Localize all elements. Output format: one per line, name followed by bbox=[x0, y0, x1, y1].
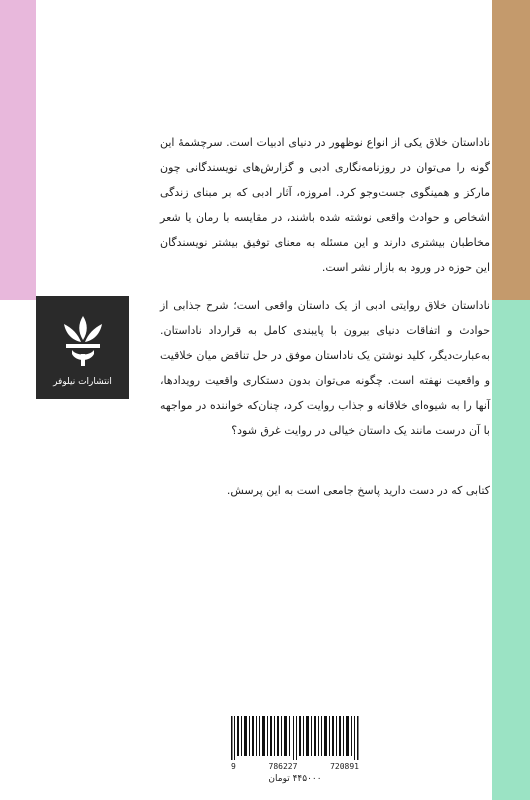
lotus-flower-icon bbox=[54, 310, 112, 368]
barcode-prefix: 9 bbox=[231, 762, 236, 771]
blurb-paragraph-2 bbox=[160, 293, 490, 443]
blurb-paragraph-3 bbox=[160, 478, 490, 503]
paragraph-text: ناداستان خلاق یکی از انواع نوظهور در دنیای ادبیات است. سرچشمهٔ این گونه را می‌توان در روزنامه‌نگاری ادبی و گزارش‌های نویسندگانی چون مارکز و همینگوی جست‌وجو کرد. امروزه، آثار ادبی که بر مبنای زندگی اشخاص و حوادث واقعی نوشته شده باشند، در مقایسه با رمان یا شعر مخاطبان بیشتری دارند و این مسئله به معنای توفیق بیشتر نویسندگان این حوزه در ورود به بازار نشر است. bbox=[160, 136, 490, 274]
paragraph-text: ناداستان خلاق روایتی ادبی از یک داستان واقعی است؛ شرح جذابی از حوادث و اتفاقات دنیای بیرون با پایبندی کامل به قرارداد ناداستان. به‌عبارت‌دیگر، کلید نوشتن یک ناداستان موفق در حل تناقض میان خلاقیت و واقعیت نهفته است. چگونه می‌توان بدون دستکاری واقعیت رویدادها، آنها را به شیوه‌ای خلاقانه و جذاب روایت کرد، چنان‌که خواننده در مواجهه با آن درست مانند یک داستان خیالی در روایت غرق شود؟ bbox=[160, 299, 490, 437]
right-brown-stripe bbox=[492, 0, 530, 300]
barcode-number bbox=[225, 762, 365, 771]
paragraph-text: کتابی که در دست دارید پاسخ جامعی است به این پرسش. bbox=[226, 484, 490, 497]
barcode-bars bbox=[229, 716, 361, 760]
publisher-logo-box bbox=[36, 296, 129, 399]
blurb-paragraph-1 bbox=[160, 130, 490, 280]
barcode-group-1: 786227 bbox=[268, 762, 298, 771]
barcode-group-2: 720891 bbox=[330, 762, 359, 771]
left-pink-stripe bbox=[0, 0, 36, 300]
left-white-stripe bbox=[0, 300, 36, 800]
barcode bbox=[225, 712, 365, 784]
price-label: ۴۴۵۰۰۰ تومان bbox=[268, 774, 322, 784]
publisher-name: انتشارات نیلوفر bbox=[53, 377, 112, 387]
right-mint-stripe bbox=[492, 300, 530, 800]
